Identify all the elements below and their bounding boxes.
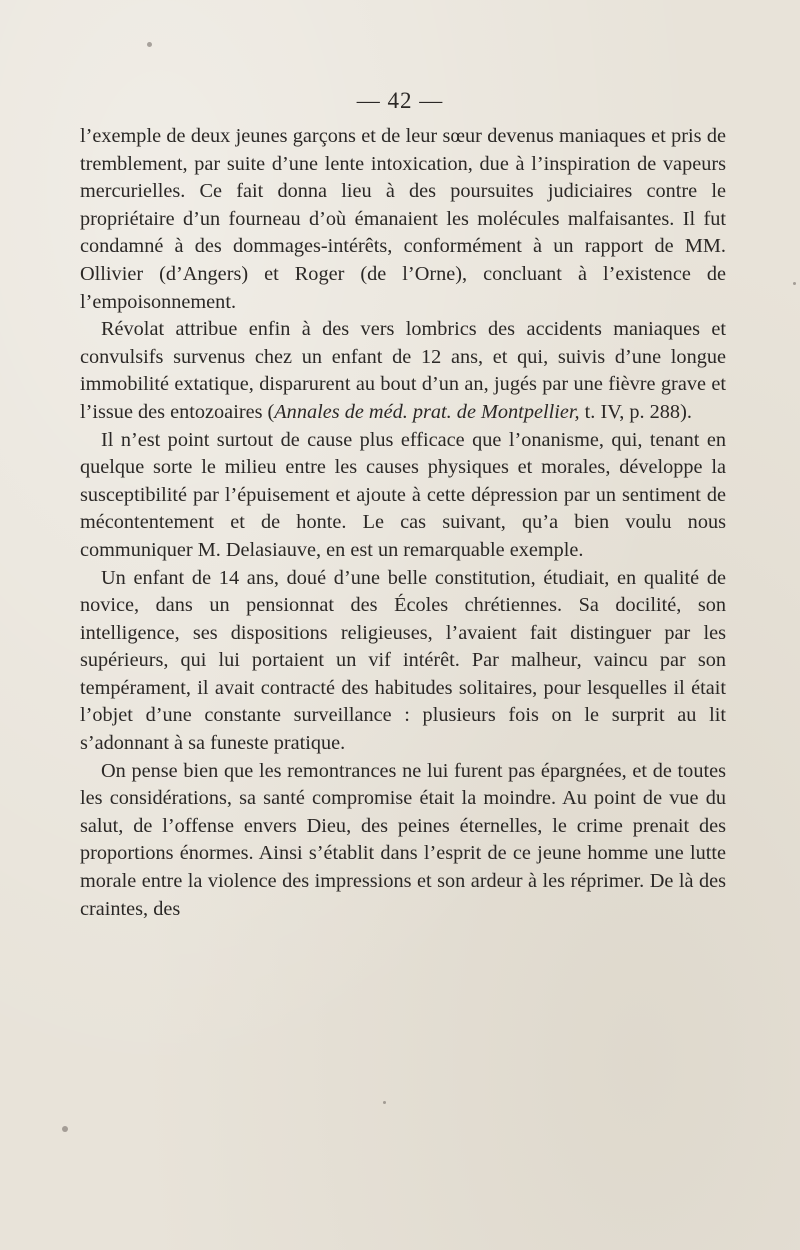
paragraph-2: [80, 316, 726, 426]
paragraph-3: Il n’est point surtout de cause plus efficace que l’onanisme, qui, tenant en quelque sorte le milieu entre les causes physiques et morales, développe la susceptibilité par l’épuisement et ajoute à cette dépression par un sentiment de mécontentement et de honte. Le cas suivant, qu’a bien voulu nous communiquer M. Delasiauve, en est un remarquable exemple.: [80, 428, 726, 561]
paragraph-4: Un enfant de 14 ans, doué d’une belle constitution, étudiait, en qualité de novice, dans un pensionnat des Écoles chrétiennes. Sa docilité, son intelligence, ses dispositions religieuses, l’avaient fait distinguer par les supérieurs, qui lui portaient un vif intérêt. Par malheur, vaincu par son tempérament, il avait contracté des habitudes solitaires, pour lesquelles il était l’objet d’une constante surveillance : plusieurs fois on le surprit au lit s’adonnant à sa funeste pratique.: [80, 566, 726, 755]
paper-speck: [383, 1101, 386, 1104]
paper-speck: [147, 42, 152, 47]
paragraph-5: On pense bien que les remontrances ne lui furent pas épargnées, et de toutes les considérations, sa santé compromise était la moindre. Au point de vue du salut, de l’offense envers Dieu, des peines éternelles, le crime prenait des proportions énormes. Ainsi s’établit dans l’esprit de ce jeune homme une lutte morale entre la violence des impressions et son ardeur à les réprimer. De là des craintes, des: [80, 759, 726, 920]
body-text: [80, 123, 726, 923]
paper-speck: [793, 282, 796, 285]
page-number: — 42 —: [356, 88, 444, 113]
paragraph-2-text-after: t. IV, p. 288).: [579, 400, 692, 423]
citation: Annales de méd. prat. de Montpellier,: [274, 400, 580, 423]
paper-speck: [62, 1126, 68, 1132]
paragraph-1: l’exemple de deux jeunes garçons et de leur sœur devenus maniaques et pris de tremblement, par suite d’une lente intoxication, due à l’inspiration de vapeurs mercurielles. Ce fait donna lieu à des poursuites judiciaires contre le propriétaire d’un fourneau d’où émanaient les molécules malfaisantes. Il fut condamné à des dommages-intérêts, conformément à un rapport de MM. Ollivier (d’Angers) et Roger (de l’Orne), concluant à l’existence de l’empoisonnement.: [80, 125, 726, 313]
paragraph-2-text-before: Révolat attribue enfin à des vers lombrics des accidents maniaques et convulsifs survenus chez un enfant de 12 ans, et qui, suivis d’une longue immobilité extatique, disparurent au bout d’un an, jugés par une fièvre grave et l’issue des entozoaires (: [80, 318, 726, 423]
